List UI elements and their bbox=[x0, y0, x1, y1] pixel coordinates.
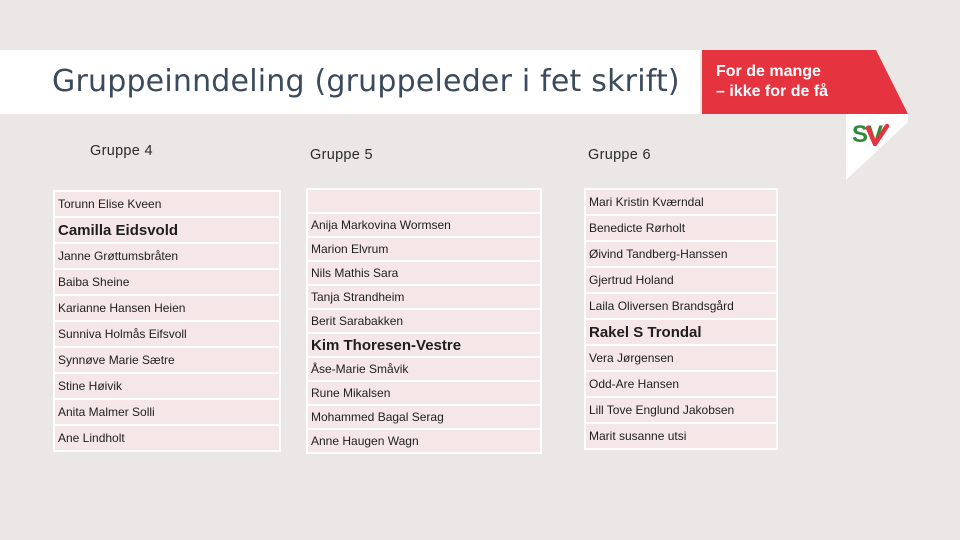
member-name: Berit Sarabakken bbox=[307, 309, 541, 333]
table-row bbox=[307, 213, 541, 237]
member-name: Mari Kristin Kværndal bbox=[585, 189, 777, 215]
table-row bbox=[54, 373, 280, 399]
group-6-table bbox=[584, 188, 778, 450]
table-row bbox=[54, 191, 280, 217]
group-5-heading: Gruppe 5 bbox=[310, 147, 373, 163]
member-name: Torunn Elise Kveen bbox=[54, 191, 280, 217]
table-row bbox=[307, 285, 541, 309]
group-leader-name: Rakel S Trondal bbox=[585, 319, 777, 345]
group-6-heading: Gruppe 6 bbox=[588, 147, 651, 163]
group-4-table bbox=[53, 190, 281, 452]
member-name: Marion Elvrum bbox=[307, 237, 541, 261]
table-row bbox=[307, 381, 541, 405]
member-name: Tanja Strandheim bbox=[307, 285, 541, 309]
member-name: Mohammed Bagal Serag bbox=[307, 405, 541, 429]
table-row bbox=[307, 309, 541, 333]
slogan-line-2: – ikke for de få bbox=[716, 83, 829, 100]
table-row bbox=[307, 405, 541, 429]
table-row bbox=[585, 241, 777, 267]
table-row bbox=[585, 423, 777, 449]
member-name: Åse-Marie Småvik bbox=[307, 357, 541, 381]
sv-logo-check-icon bbox=[866, 122, 908, 148]
table-row bbox=[54, 321, 280, 347]
member-name: Karianne Hansen Heien bbox=[54, 295, 280, 321]
member-name: Vera Jørgensen bbox=[585, 345, 777, 371]
table-row bbox=[585, 371, 777, 397]
slogan-text bbox=[716, 62, 828, 102]
member-name: Synnøve Marie Sætre bbox=[54, 347, 280, 373]
table-row bbox=[54, 399, 280, 425]
group-leader-name: Camilla Eidsvold bbox=[54, 217, 280, 243]
member-name: Anne Haugen Wagn bbox=[307, 429, 541, 453]
member-name: Baiba Sheine bbox=[54, 269, 280, 295]
group-leader-name: Kim Thoresen-Vestre bbox=[307, 333, 541, 357]
member-name: Janne Grøttumsbråten bbox=[54, 243, 280, 269]
table-row bbox=[307, 261, 541, 285]
slide-title: Gruppeinndeling (gruppeleder i fet skrift) bbox=[52, 64, 680, 99]
sv-logo-check-mark bbox=[868, 126, 887, 144]
member-name: Nils Mathis Sara bbox=[307, 261, 541, 285]
member-name: Ane Lindholt bbox=[54, 425, 280, 451]
member-name: Sunniva Holmås Eifsvoll bbox=[54, 321, 280, 347]
member-name: Lill Tove Englund Jakobsen bbox=[585, 397, 777, 423]
member-name: Stine Høivik bbox=[54, 373, 280, 399]
table-row bbox=[307, 357, 541, 381]
table-row bbox=[585, 397, 777, 423]
table-row bbox=[585, 189, 777, 215]
member-name: Laila Oliversen Brandsgård bbox=[585, 293, 777, 319]
table-row bbox=[307, 189, 541, 213]
member-name: Odd-Are Hansen bbox=[585, 371, 777, 397]
table-row bbox=[54, 425, 280, 451]
sv-logo: SV bbox=[852, 121, 883, 148]
member-name: Øivind Tandberg-Hanssen bbox=[585, 241, 777, 267]
member-name: Anija Markovina Wormsen bbox=[307, 213, 541, 237]
table-row bbox=[585, 319, 777, 345]
member-name: Marit susanne utsi bbox=[585, 423, 777, 449]
group-4-heading: Gruppe 4 bbox=[90, 143, 153, 159]
table-row bbox=[307, 429, 541, 453]
table-row bbox=[54, 243, 280, 269]
table-row bbox=[54, 217, 280, 243]
member-name: Gjertrud Holand bbox=[585, 267, 777, 293]
table-row bbox=[585, 215, 777, 241]
member-name bbox=[307, 189, 541, 213]
table-row bbox=[307, 333, 541, 357]
slogan-line-1: For de mange bbox=[716, 63, 821, 80]
table-row bbox=[54, 269, 280, 295]
table-row bbox=[54, 295, 280, 321]
group-5-table bbox=[306, 188, 542, 454]
member-name: Benedicte Rørholt bbox=[585, 215, 777, 241]
member-name: Rune Mikalsen bbox=[307, 381, 541, 405]
table-row bbox=[585, 293, 777, 319]
table-row bbox=[585, 345, 777, 371]
table-row bbox=[307, 237, 541, 261]
table-row bbox=[585, 267, 777, 293]
table-row bbox=[54, 347, 280, 373]
member-name: Anita Malmer Solli bbox=[54, 399, 280, 425]
